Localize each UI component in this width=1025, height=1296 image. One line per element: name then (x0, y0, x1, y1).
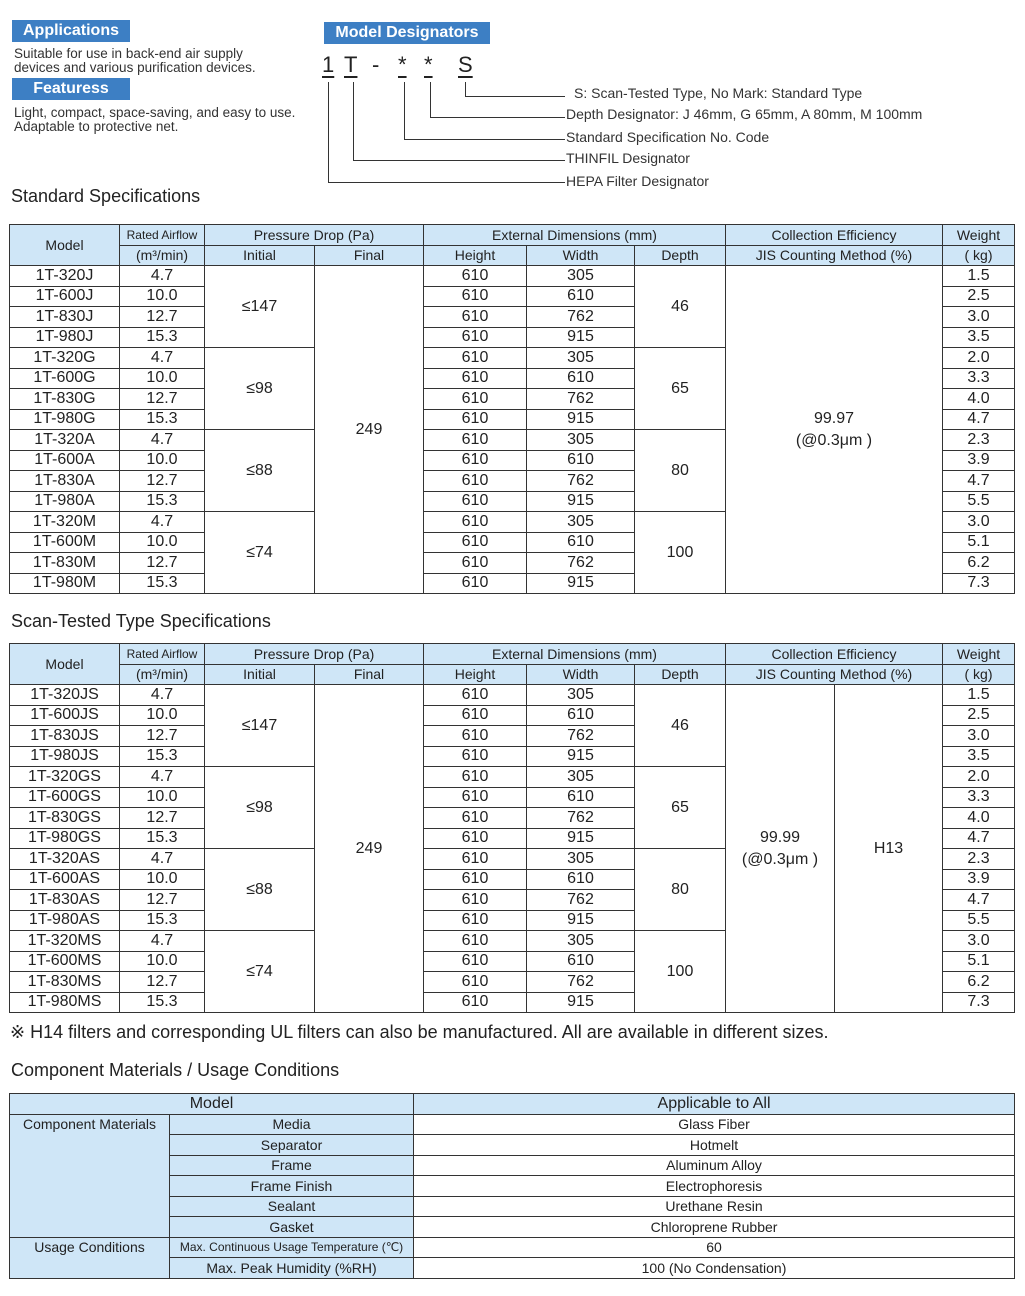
connector-line (465, 96, 565, 97)
applications-text-1: Suitable for use in back-end air supply (14, 46, 243, 61)
model-cell: 1T-980J (10, 327, 120, 348)
weight-cell: 3.0 (943, 726, 1015, 747)
height-cell: 610 (424, 327, 527, 348)
usage-value-cell: 100 (No Condensation) (414, 1258, 1015, 1279)
header-pressure-drop: Pressure Drop (Pa) (205, 644, 424, 665)
header-airflow-unit: (m³/min) (120, 664, 205, 685)
designator-char: 1 (322, 52, 335, 77)
header-initial: Initial (205, 664, 315, 685)
header-final: Final (315, 245, 424, 266)
efficiency-value: 99.97 (813, 409, 855, 427)
weight-cell: 3.0 (943, 931, 1015, 952)
header-airflow-unit: (m³/min) (120, 245, 205, 266)
height-cell: 610 (424, 890, 527, 911)
weight-cell: 5.1 (943, 951, 1015, 972)
height-cell: 610 (424, 573, 527, 594)
model-cell: 1T-320J (10, 266, 120, 287)
width-cell: 305 (527, 266, 635, 287)
model-cell: 1T-600M (10, 532, 120, 553)
width-cell: 610 (527, 286, 635, 307)
airflow-cell: 12.7 (120, 553, 205, 574)
material-value-cell: Electrophoresis (414, 1176, 1015, 1197)
height-cell: 610 (424, 767, 527, 788)
designator-char: * (398, 52, 407, 77)
connector-line (404, 139, 565, 140)
weight-cell: 6.2 (943, 972, 1015, 993)
header-width: Width (527, 664, 635, 685)
model-cell: 1T-830A (10, 471, 120, 492)
header-collection-efficiency: Collection Efficiency (726, 644, 943, 665)
header-jis: JIS Counting Method (%) (726, 245, 943, 266)
designator-char: S (458, 52, 473, 77)
airflow-cell: 12.7 (120, 471, 205, 492)
airflow-cell: 12.7 (120, 808, 205, 829)
height-cell: 610 (424, 787, 527, 808)
weight-cell: 3.0 (943, 512, 1015, 533)
connector-line (353, 160, 565, 161)
weight-cell: 3.9 (943, 450, 1015, 471)
footnote: ※ H14 filters and corresponding UL filters can also be manufactured. All are available in different sizes. (10, 1022, 829, 1042)
material-value-cell: Chloroprene Rubber (414, 1217, 1015, 1238)
width-cell: 305 (527, 931, 635, 952)
header-initial: Initial (205, 245, 315, 266)
usage-value-cell: 60 (414, 1237, 1015, 1258)
weight-cell: 5.5 (943, 491, 1015, 512)
header-height: Height (424, 245, 527, 266)
width-cell: 915 (527, 573, 635, 594)
header-weight-unit: ( kg) (943, 664, 1015, 685)
height-cell: 610 (424, 450, 527, 471)
table-row (10, 266, 1015, 287)
weight-cell: 4.7 (943, 409, 1015, 430)
designator-desc-thinfil: THINFIL Designator (566, 150, 690, 166)
width-cell: 762 (527, 726, 635, 747)
efficiency-value: 99.99 (759, 828, 801, 846)
width-cell: 762 (527, 389, 635, 410)
connector-line (328, 182, 565, 183)
standard-specs-table (9, 224, 1015, 594)
designator-desc-hepa: HEPA Filter Designator (566, 173, 709, 189)
airflow-cell: 10.0 (120, 951, 205, 972)
airflow-cell: 4.7 (120, 266, 205, 287)
header-external-dimensions: External Dimensions (mm) (424, 644, 726, 665)
model-cell: 1T-600G (10, 368, 120, 389)
height-cell: 610 (424, 512, 527, 533)
depth-cell: 80 (635, 430, 726, 512)
model-cell: 1T-830J (10, 307, 120, 328)
model-cell: 1T-980JS (10, 746, 120, 767)
width-cell: 762 (527, 553, 635, 574)
airflow-cell: 15.3 (120, 409, 205, 430)
depth-cell: 100 (635, 512, 726, 594)
height-cell: 610 (424, 746, 527, 767)
width-cell: 305 (527, 430, 635, 451)
weight-cell: 3.5 (943, 746, 1015, 767)
airflow-cell: 12.7 (120, 972, 205, 993)
airflow-cell: 4.7 (120, 849, 205, 870)
designator-desc-depth: Depth Designator: J 46mm, G 65mm, A 80mm, M 100mm (566, 106, 923, 122)
weight-cell: 2.0 (943, 767, 1015, 788)
materials-header-model: Model (10, 1094, 414, 1115)
usage-conditions-label: Usage Conditions (10, 1237, 170, 1278)
airflow-cell: 4.7 (120, 685, 205, 706)
height-cell: 610 (424, 389, 527, 410)
height-cell: 610 (424, 266, 527, 287)
width-cell: 610 (527, 450, 635, 471)
airflow-cell: 10.0 (120, 286, 205, 307)
model-cell: 1T-830GS (10, 808, 120, 829)
initial-pressure-cell: ≤88 (205, 430, 315, 512)
airflow-cell: 15.3 (120, 746, 205, 767)
component-materials-label: Component Materials (10, 1114, 170, 1237)
model-cell: 1T-980A (10, 491, 120, 512)
material-value-cell: Hotmelt (414, 1135, 1015, 1156)
material-name-cell: Frame (170, 1155, 414, 1176)
height-cell: 610 (424, 828, 527, 849)
airflow-cell: 4.7 (120, 430, 205, 451)
header-model: Model (10, 225, 120, 266)
material-name-cell: Sealant (170, 1196, 414, 1217)
airflow-cell: 4.7 (120, 348, 205, 369)
height-cell: 610 (424, 951, 527, 972)
model-cell: 1T-980AS (10, 910, 120, 931)
scan-specs-table (9, 643, 1015, 1013)
width-cell: 305 (527, 767, 635, 788)
header-jis: JIS Counting Method (%) (726, 664, 943, 685)
model-cell: 1T-830AS (10, 890, 120, 911)
model-cell: 1T-980MS (10, 992, 120, 1013)
width-cell: 610 (527, 532, 635, 553)
width-cell: 915 (527, 491, 635, 512)
weight-cell: 1.5 (943, 685, 1015, 706)
model-cell: 1T-830MS (10, 972, 120, 993)
airflow-cell: 12.7 (120, 890, 205, 911)
width-cell: 915 (527, 828, 635, 849)
header-model: Model (10, 644, 120, 685)
depth-cell: 80 (635, 849, 726, 931)
material-name-cell: Frame Finish (170, 1176, 414, 1197)
airflow-cell: 15.3 (120, 828, 205, 849)
height-cell: 610 (424, 808, 527, 829)
weight-cell: 3.3 (943, 787, 1015, 808)
depth-cell: 46 (635, 266, 726, 348)
airflow-cell: 10.0 (120, 787, 205, 808)
material-value-cell: Aluminum Alloy (414, 1155, 1015, 1176)
weight-cell: 3.9 (943, 869, 1015, 890)
airflow-cell: 4.7 (120, 512, 205, 533)
initial-pressure-cell: ≤74 (205, 931, 315, 1013)
airflow-cell: 15.3 (120, 327, 205, 348)
weight-cell: 2.3 (943, 430, 1015, 451)
table-row (10, 1114, 1015, 1135)
weight-cell: 5.5 (943, 910, 1015, 931)
connector-line (353, 82, 354, 161)
weight-cell: 3.5 (943, 327, 1015, 348)
applications-badge: Applications (12, 20, 130, 42)
model-cell: 1T-830M (10, 553, 120, 574)
model-cell: 1T-980M (10, 573, 120, 594)
airflow-cell: 10.0 (120, 869, 205, 890)
model-cell: 1T-320M (10, 512, 120, 533)
width-cell: 610 (527, 787, 635, 808)
width-cell: 762 (527, 972, 635, 993)
airflow-cell: 12.7 (120, 307, 205, 328)
height-cell: 610 (424, 849, 527, 870)
airflow-cell: 4.7 (120, 931, 205, 952)
model-cell: 1T-600MS (10, 951, 120, 972)
height-cell: 610 (424, 992, 527, 1013)
width-cell: 762 (527, 890, 635, 911)
connector-line (404, 82, 405, 140)
model-designators-badge: Model Designators (324, 22, 490, 44)
height-cell: 610 (424, 553, 527, 574)
efficiency-cell (726, 266, 943, 594)
height-cell: 610 (424, 532, 527, 553)
weight-cell: 4.7 (943, 890, 1015, 911)
airflow-cell: 10.0 (120, 450, 205, 471)
scan-specs-title: Scan-Tested Type Specifications (11, 611, 271, 631)
applications-text-2: devices and various purification devices. (14, 60, 256, 75)
weight-cell: 6.2 (943, 553, 1015, 574)
material-name-cell: Separator (170, 1135, 414, 1156)
weight-cell: 4.0 (943, 808, 1015, 829)
materials-title: Component Materials / Usage Conditions (11, 1060, 340, 1080)
height-cell: 610 (424, 348, 527, 369)
model-cell: 1T-600A (10, 450, 120, 471)
airflow-cell: 4.7 (120, 767, 205, 788)
width-cell: 762 (527, 808, 635, 829)
header-pressure-drop: Pressure Drop (Pa) (205, 225, 424, 246)
width-cell: 610 (527, 869, 635, 890)
header-depth: Depth (635, 245, 726, 266)
features-text-2: Adaptable to protective net. (14, 119, 179, 134)
table-row (10, 1237, 1015, 1258)
material-value-cell: Urethane Resin (414, 1196, 1015, 1217)
efficiency-note: (@0.3μm ) (741, 850, 819, 868)
width-cell: 915 (527, 409, 635, 430)
materials-table (9, 1093, 1015, 1279)
weight-cell: 4.7 (943, 828, 1015, 849)
height-cell: 610 (424, 491, 527, 512)
model-cell: 1T-830G (10, 389, 120, 410)
airflow-cell: 10.0 (120, 368, 205, 389)
efficiency-cell (726, 685, 835, 1013)
header-width: Width (527, 245, 635, 266)
model-cell: 1T-980GS (10, 828, 120, 849)
connector-line (430, 117, 565, 118)
width-cell: 915 (527, 910, 635, 931)
model-cell: 1T-600J (10, 286, 120, 307)
model-cell: 1T-320MS (10, 931, 120, 952)
model-cell: 1T-320JS (10, 685, 120, 706)
material-name-cell: Media (170, 1114, 414, 1135)
depth-cell: 65 (635, 767, 726, 849)
weight-cell: 2.5 (943, 705, 1015, 726)
model-cell: 1T-600JS (10, 705, 120, 726)
features-badge: Featuress (12, 78, 130, 100)
initial-pressure-cell: ≤88 (205, 849, 315, 931)
weight-cell: 1.5 (943, 266, 1015, 287)
header-final: Final (315, 664, 424, 685)
height-cell: 610 (424, 972, 527, 993)
width-cell: 305 (527, 685, 635, 706)
weight-cell: 7.3 (943, 992, 1015, 1013)
weight-cell: 3.3 (943, 368, 1015, 389)
weight-cell: 4.7 (943, 471, 1015, 492)
model-cell: 1T-600AS (10, 869, 120, 890)
header-weight: Weight (943, 225, 1015, 246)
material-value-cell: Glass Fiber (414, 1114, 1015, 1135)
height-cell: 610 (424, 685, 527, 706)
designator-char: T (344, 52, 358, 77)
width-cell: 915 (527, 327, 635, 348)
airflow-cell: 10.0 (120, 705, 205, 726)
model-cell: 1T-830JS (10, 726, 120, 747)
usage-name-cell: Max. Continuous Usage Temperature (℃) (170, 1237, 414, 1258)
width-cell: 610 (527, 368, 635, 389)
connector-line (430, 82, 431, 118)
height-cell: 610 (424, 286, 527, 307)
final-pressure-cell: 249 (315, 266, 424, 594)
height-cell: 610 (424, 726, 527, 747)
depth-cell: 65 (635, 348, 726, 430)
weight-cell: 2.5 (943, 286, 1015, 307)
height-cell: 610 (424, 705, 527, 726)
width-cell: 610 (527, 951, 635, 972)
height-cell: 610 (424, 910, 527, 931)
initial-pressure-cell: ≤74 (205, 512, 315, 594)
header-weight: Weight (943, 644, 1015, 665)
header-depth: Depth (635, 664, 726, 685)
height-cell: 610 (424, 368, 527, 389)
weight-cell: 5.1 (943, 532, 1015, 553)
designator-desc-standard: Standard Specification No. Code (566, 129, 770, 145)
header-external-dimensions: External Dimensions (mm) (424, 225, 726, 246)
height-cell: 610 (424, 430, 527, 451)
width-cell: 762 (527, 471, 635, 492)
usage-name-cell: Max. Peak Humidity (%RH) (170, 1258, 414, 1279)
height-cell: 610 (424, 931, 527, 952)
airflow-cell: 15.3 (120, 573, 205, 594)
width-cell: 915 (527, 992, 635, 1013)
designator-char: - (372, 52, 380, 77)
model-cell: 1T-320G (10, 348, 120, 369)
model-cell: 1T-980G (10, 409, 120, 430)
width-cell: 915 (527, 746, 635, 767)
initial-pressure-cell: ≤98 (205, 767, 315, 849)
designator-char: * (424, 52, 433, 77)
initial-pressure-cell: ≤147 (205, 685, 315, 767)
weight-cell: 4.0 (943, 389, 1015, 410)
initial-pressure-cell: ≤147 (205, 266, 315, 348)
width-cell: 610 (527, 705, 635, 726)
width-cell: 305 (527, 849, 635, 870)
header-rated-airflow: Rated Airflow (120, 644, 205, 665)
model-cell: 1T-320AS (10, 849, 120, 870)
table-row (10, 685, 1015, 706)
connector-line (328, 82, 329, 183)
airflow-cell: 15.3 (120, 491, 205, 512)
final-pressure-cell: 249 (315, 685, 424, 1013)
depth-cell: 46 (635, 685, 726, 767)
materials-header-applicable: Applicable to All (414, 1094, 1015, 1115)
airflow-cell: 15.3 (120, 992, 205, 1013)
height-cell: 610 (424, 307, 527, 328)
header-weight-unit: ( kg) (943, 245, 1015, 266)
model-cell: 1T-600GS (10, 787, 120, 808)
height-cell: 610 (424, 869, 527, 890)
initial-pressure-cell: ≤98 (205, 348, 315, 430)
width-cell: 305 (527, 512, 635, 533)
airflow-cell: 12.7 (120, 726, 205, 747)
header-height: Height (424, 664, 527, 685)
width-cell: 305 (527, 348, 635, 369)
airflow-cell: 12.7 (120, 389, 205, 410)
airflow-cell: 15.3 (120, 910, 205, 931)
depth-cell: 100 (635, 931, 726, 1013)
efficiency-note: (@0.3μm ) (795, 431, 873, 449)
connector-line (465, 82, 466, 96)
model-cell: 1T-320GS (10, 767, 120, 788)
weight-cell: 2.0 (943, 348, 1015, 369)
standard-specs-title: Standard Specifications (11, 186, 201, 206)
material-name-cell: Gasket (170, 1217, 414, 1238)
height-cell: 610 (424, 409, 527, 430)
weight-cell: 7.3 (943, 573, 1015, 594)
width-cell: 762 (527, 307, 635, 328)
designator-desc-s: S: Scan-Tested Type, No Mark: Standard Type (574, 85, 863, 101)
header-rated-airflow: Rated Airflow (120, 225, 205, 246)
weight-cell: 2.3 (943, 849, 1015, 870)
filter-grade-cell: H13 (835, 685, 943, 1013)
airflow-cell: 10.0 (120, 532, 205, 553)
height-cell: 610 (424, 471, 527, 492)
model-cell: 1T-320A (10, 430, 120, 451)
weight-cell: 3.0 (943, 307, 1015, 328)
features-text-1: Light, compact, space-saving, and easy to use. (14, 105, 296, 120)
header-collection-efficiency: Collection Efficiency (726, 225, 943, 246)
